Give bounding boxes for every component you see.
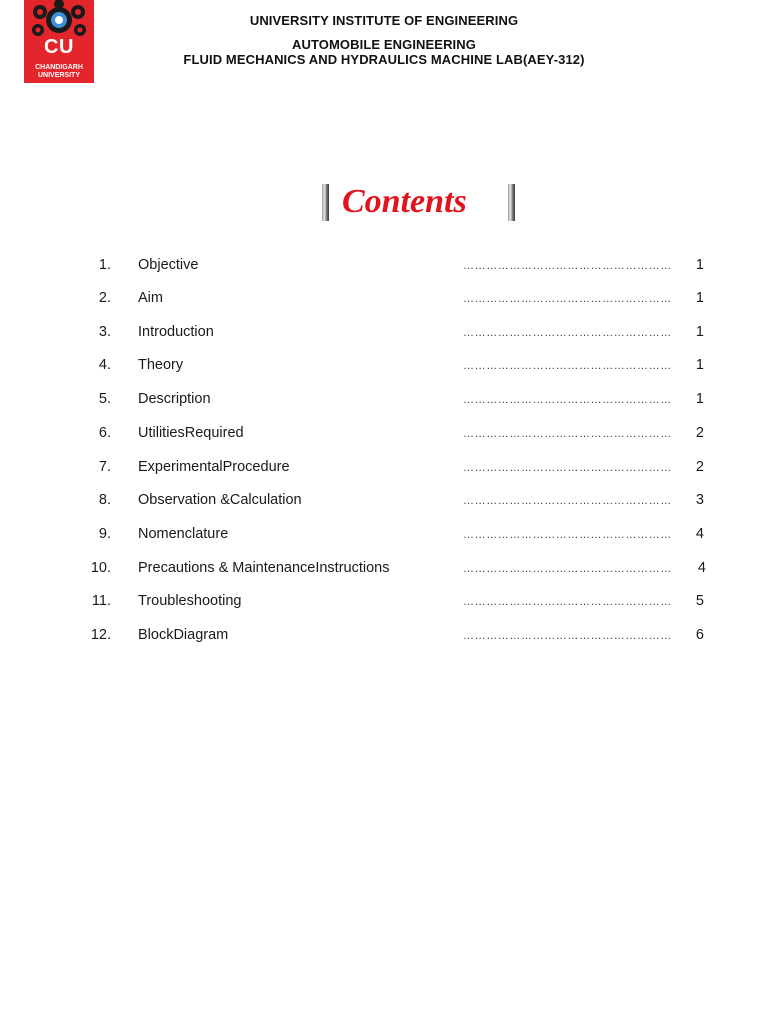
toc-entry[interactable]: [0, 523, 768, 545]
toc-label: ExperimentalProcedure: [138, 459, 290, 475]
logo-initials: CU: [44, 36, 74, 58]
toc-number: 12.: [90, 627, 111, 643]
toc-number: 4.: [98, 357, 111, 373]
toc-number: 1.: [98, 257, 111, 273]
toc-label: BlockDiagram: [138, 627, 229, 643]
toc-leader: ………………………………………………: [463, 630, 672, 642]
toc-leader: ………………………………………………: [463, 260, 672, 272]
title-bar-right: [508, 184, 515, 221]
toc-page: 3: [695, 492, 704, 508]
toc-label: Introduction: [138, 324, 214, 340]
toc-leader: ………………………………………………: [463, 563, 672, 575]
toc-entry[interactable]: [0, 590, 768, 612]
department-heading: AUTOMOBILE ENGINEERING: [292, 37, 476, 52]
title-bar-left: [322, 184, 329, 221]
toc-leader: ………………………………………………: [463, 394, 672, 406]
toc-entry[interactable]: [0, 456, 768, 478]
toc-entry[interactable]: [0, 287, 768, 309]
toc-entry[interactable]: [0, 489, 768, 511]
toc-number: 10.: [90, 560, 111, 576]
toc-page: 2: [695, 425, 704, 441]
toc-page: 1: [695, 357, 704, 373]
toc-number: 3.: [98, 324, 111, 340]
toc-leader: ………………………………………………: [463, 529, 672, 541]
toc-page: 4: [695, 526, 704, 542]
institute-heading: UNIVERSITY INSTITUTE OF ENGINEERING: [249, 13, 519, 28]
toc-page: 1: [695, 257, 704, 273]
toc-leader: ………………………………………………: [463, 360, 672, 372]
toc-label: Aim: [138, 290, 163, 306]
toc-number: 2.: [98, 290, 111, 306]
toc-label: Description: [138, 391, 211, 407]
toc-number: 5.: [98, 391, 111, 407]
toc-entry[interactable]: [0, 557, 768, 579]
toc-entry[interactable]: [0, 624, 768, 646]
logo-caption-line1: CHANDIGARH: [35, 64, 83, 71]
toc-entry[interactable]: [0, 422, 768, 444]
toc-leader: ………………………………………………: [463, 495, 672, 507]
toc-label: Nomenclature: [138, 526, 229, 542]
toc-entry[interactable]: [0, 354, 768, 376]
toc-label: Precautions & MaintenanceInstructions: [138, 560, 390, 576]
toc-page: 6: [695, 627, 704, 643]
toc-number: 11.: [91, 593, 111, 609]
toc-entry[interactable]: [0, 388, 768, 410]
toc-entry[interactable]: [0, 321, 768, 343]
contents-title: Contents: [342, 183, 467, 220]
toc-leader: ………………………………………………: [463, 462, 672, 474]
course-heading: FLUID MECHANICS AND HYDRAULICS MACHINE LAB(AEY-312): [183, 52, 585, 67]
toc-label: Objective: [138, 257, 199, 273]
logo-caption-line2: UNIVERSITY: [37, 72, 80, 79]
toc-leader: ………………………………………………: [463, 428, 672, 440]
toc-entry[interactable]: [0, 254, 768, 276]
toc-page: 1: [695, 324, 704, 340]
toc-leader: ………………………………………………: [463, 327, 672, 339]
toc-label: Observation &Calculation: [138, 492, 302, 508]
toc-label: Troubleshooting: [138, 593, 242, 609]
toc-leader: ………………………………………………: [463, 596, 672, 608]
toc-label: UtilitiesRequired: [138, 425, 244, 441]
toc-leader: ………………………………………………: [463, 293, 672, 305]
toc-number: 7.: [98, 459, 111, 475]
contents-title-block: [322, 182, 515, 222]
toc-number: 8.: [98, 492, 111, 508]
toc-number: 6.: [98, 425, 111, 441]
toc-page: 4: [697, 560, 706, 576]
toc-number: 9.: [98, 526, 111, 542]
toc-page: 1: [695, 391, 704, 407]
toc-page: 2: [695, 459, 704, 475]
toc-page: 5: [695, 593, 704, 609]
toc-page: 1: [695, 290, 704, 306]
toc-label: Theory: [138, 357, 184, 373]
